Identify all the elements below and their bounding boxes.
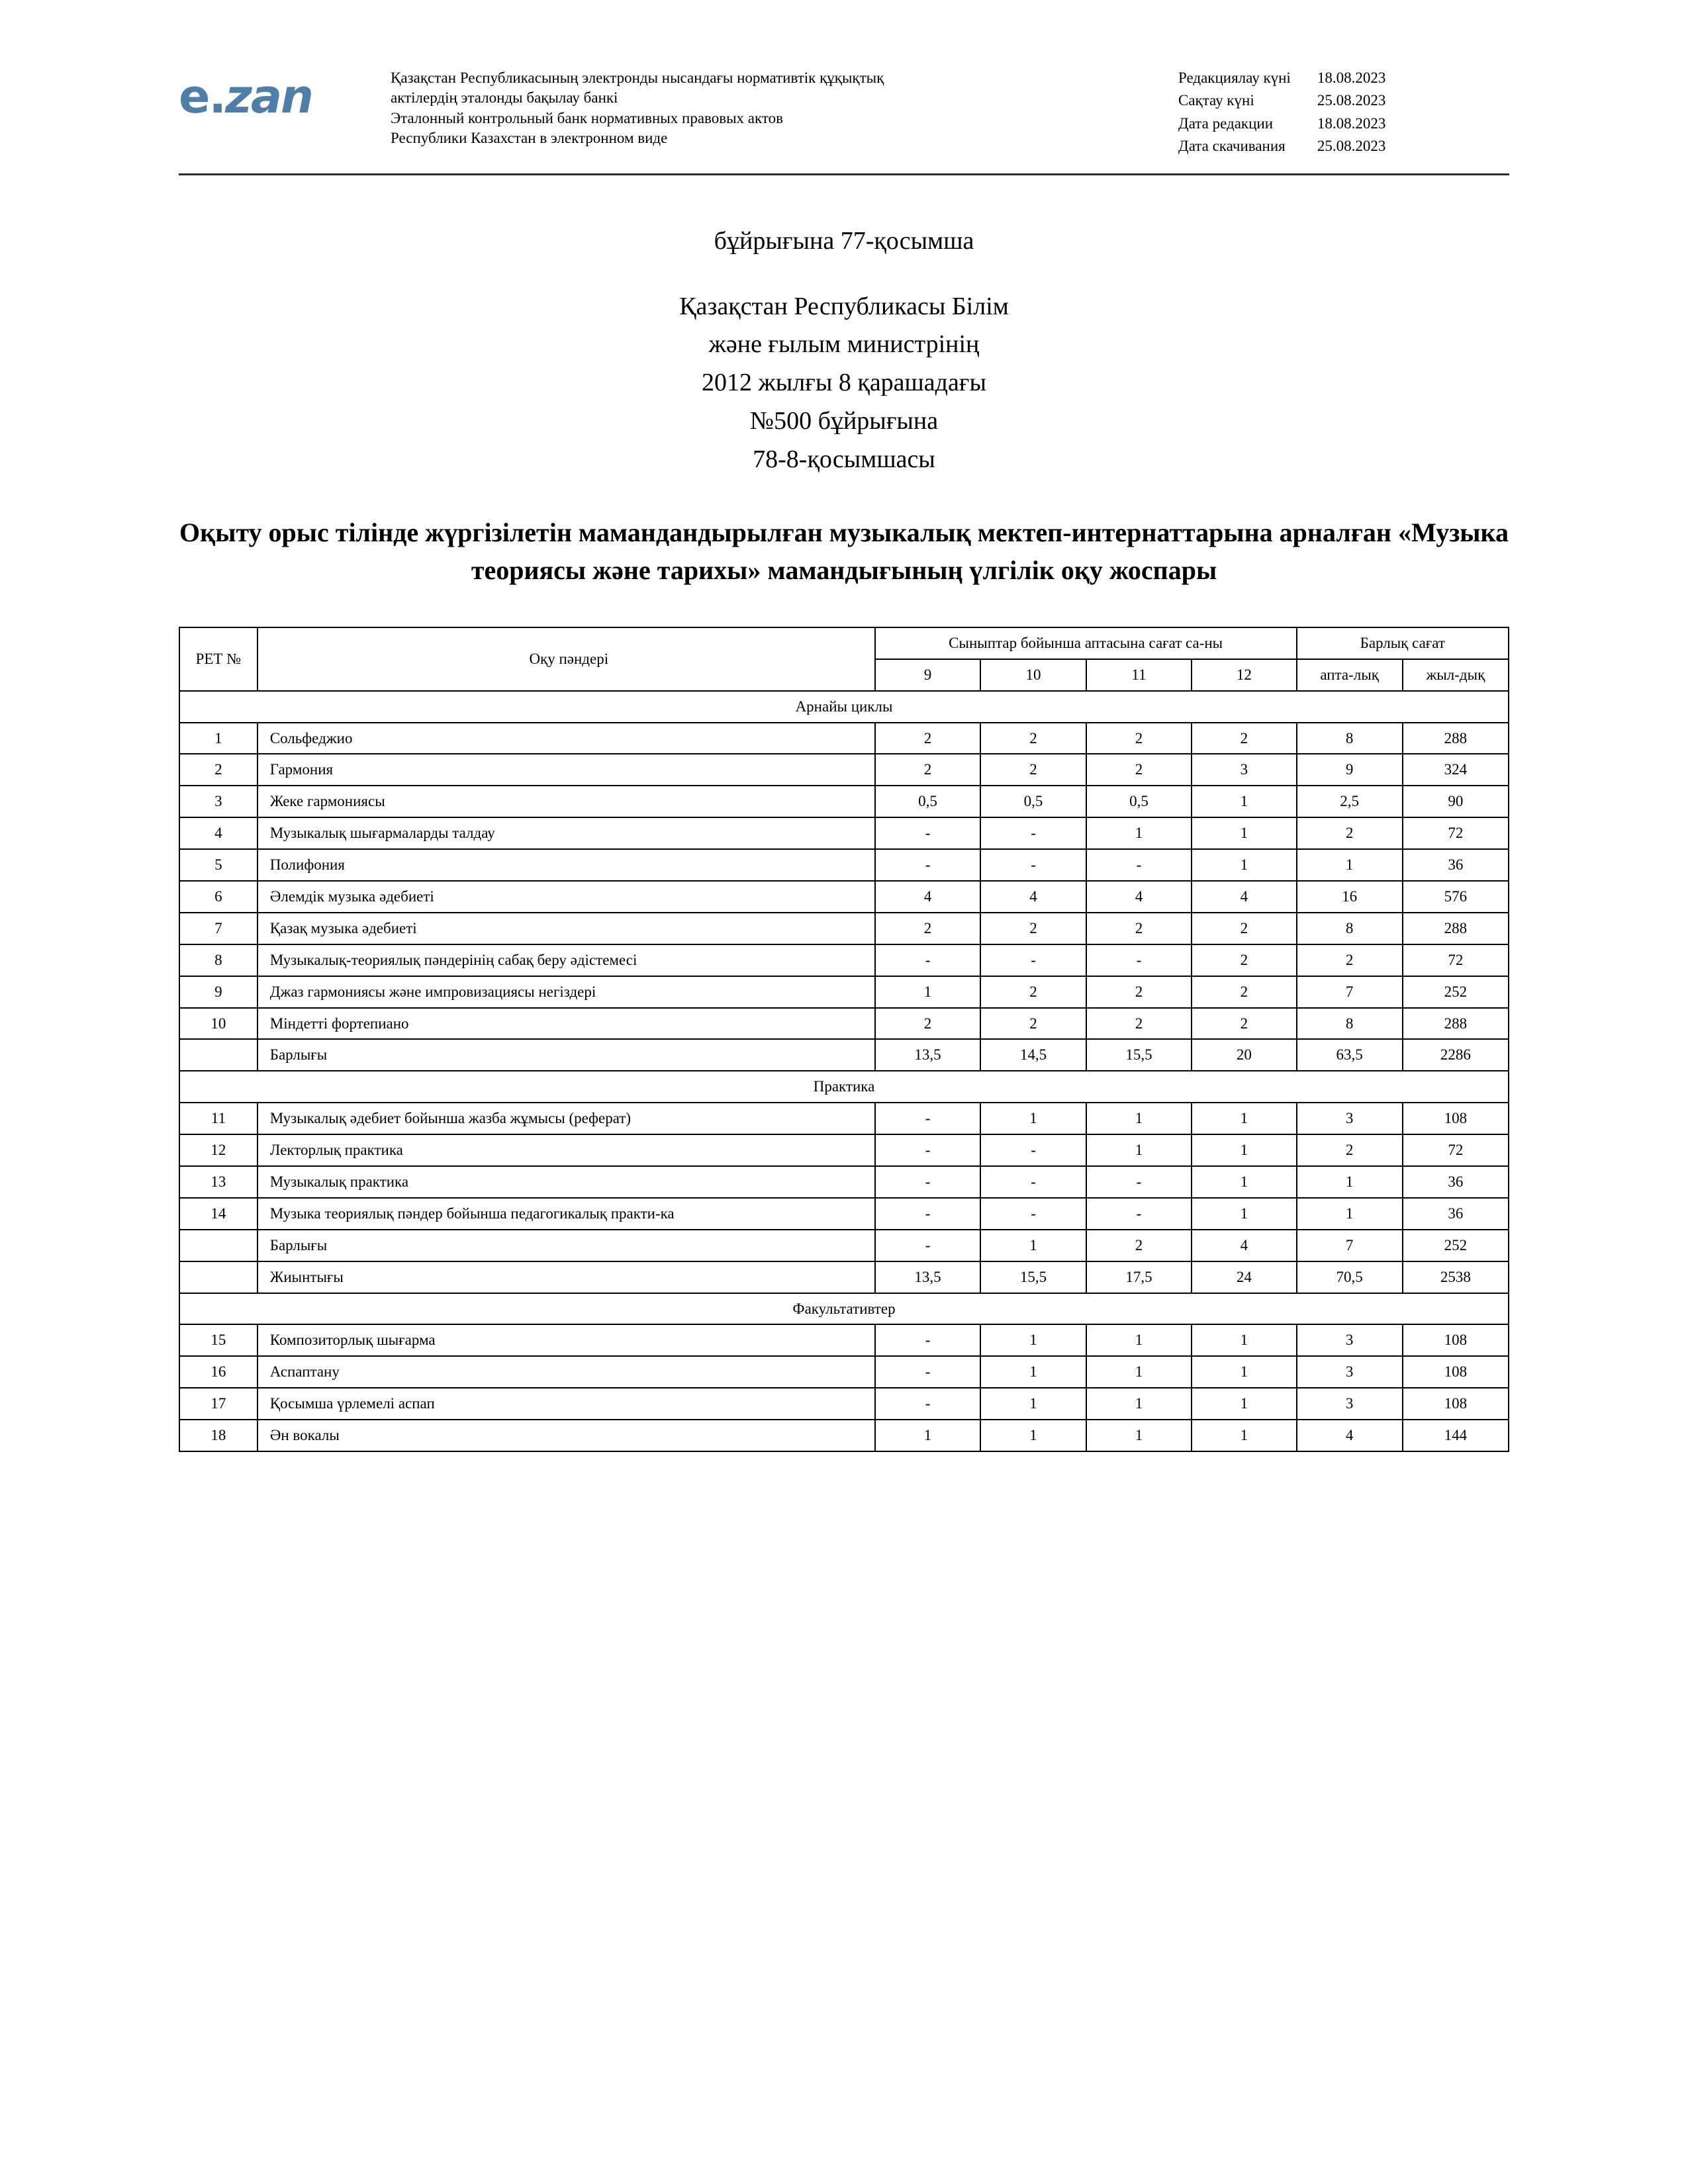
row-number: 16 xyxy=(179,1356,258,1388)
header-line-2: актілердің эталонды бақылау банкі xyxy=(391,89,618,107)
col-header-total-group: Барлық сағат xyxy=(1297,627,1509,659)
meta-label-3: Дата скачивания xyxy=(1178,138,1286,155)
row-subject: Полифония xyxy=(258,849,875,881)
order-reference xyxy=(179,288,1509,479)
row-grade-10: - xyxy=(980,1134,1086,1166)
row-grade-11: 2 xyxy=(1086,1008,1192,1040)
row-yearly-total: 72 xyxy=(1403,944,1509,976)
row-weekly-total: 7 xyxy=(1297,976,1403,1008)
row-yearly-total: 288 xyxy=(1403,913,1509,944)
table-row xyxy=(179,1103,1509,1134)
row-yearly-total: 108 xyxy=(1403,1356,1509,1388)
row-subject: Барлығы xyxy=(258,1039,875,1071)
row-number: 6 xyxy=(179,881,258,913)
ezan-logo xyxy=(179,63,377,124)
row-grade-12: 1 xyxy=(1192,817,1296,849)
table-row xyxy=(179,1166,1509,1198)
table-row xyxy=(179,786,1509,817)
row-yearly-total: 252 xyxy=(1403,976,1509,1008)
page-header xyxy=(0,0,1688,159)
logo-e: e xyxy=(179,69,209,124)
row-grade-9: - xyxy=(875,1134,980,1166)
row-grade-11: 2 xyxy=(1086,913,1192,944)
row-yearly-total: 36 xyxy=(1403,1166,1509,1198)
row-grade-10: 2 xyxy=(980,913,1086,944)
row-grade-9: - xyxy=(875,944,980,976)
row-grade-11: 15,5 xyxy=(1086,1039,1192,1071)
row-grade-9: - xyxy=(875,1198,980,1230)
row-grade-12: 1 xyxy=(1192,1420,1296,1451)
logo-dot: . xyxy=(209,69,226,124)
table-row xyxy=(179,881,1509,913)
table-row xyxy=(179,1388,1509,1420)
row-yearly-total: 36 xyxy=(1403,1198,1509,1230)
row-grade-10: 2 xyxy=(980,723,1086,754)
order-line-0: Қазақстан Республикасы Білім xyxy=(679,292,1009,320)
row-subject: Гармония xyxy=(258,754,875,786)
row-weekly-total: 3 xyxy=(1297,1388,1403,1420)
row-grade-11: 2 xyxy=(1086,976,1192,1008)
row-grade-9: 1 xyxy=(875,1420,980,1451)
row-subject: Музыкалық практика xyxy=(258,1166,875,1198)
header-divider xyxy=(179,173,1509,175)
row-subject: Әлемдік музыка әдебиеті xyxy=(258,881,875,913)
table-row xyxy=(179,1324,1509,1356)
section-title-electives: Факультативтер xyxy=(179,1293,1509,1325)
table-row-total xyxy=(179,1039,1509,1071)
header-meta-row xyxy=(1178,68,1385,91)
row-grade-12: 20 xyxy=(1192,1039,1296,1071)
row-yearly-total: 288 xyxy=(1403,1008,1509,1040)
row-grade-9: 2 xyxy=(875,913,980,944)
row-weekly-total: 4 xyxy=(1297,1420,1403,1451)
col-header-weekly-total: апта-лық xyxy=(1297,659,1403,691)
row-grade-9: - xyxy=(875,1230,980,1261)
row-grade-12: 24 xyxy=(1192,1261,1296,1293)
document-body xyxy=(0,223,1688,1452)
row-weekly-total: 8 xyxy=(1297,723,1403,754)
row-number: 3 xyxy=(179,786,258,817)
row-grade-11: 1 xyxy=(1086,1134,1192,1166)
table-row xyxy=(179,817,1509,849)
header-meta-row xyxy=(1178,114,1385,136)
row-grade-9: - xyxy=(875,817,980,849)
row-number: 2 xyxy=(179,754,258,786)
row-subject: Жиынтығы xyxy=(258,1261,875,1293)
section-title-practice: Практика xyxy=(179,1071,1509,1103)
row-grade-12: 1 xyxy=(1192,849,1296,881)
row-grade-11: - xyxy=(1086,849,1192,881)
row-grade-10: - xyxy=(980,817,1086,849)
row-weekly-total: 3 xyxy=(1297,1356,1403,1388)
row-number: 15 xyxy=(179,1324,258,1356)
header-meta-row xyxy=(1178,136,1385,159)
row-grade-10: 2 xyxy=(980,1008,1086,1040)
table-row xyxy=(179,1420,1509,1451)
row-yearly-total: 2538 xyxy=(1403,1261,1509,1293)
row-weekly-total: 2 xyxy=(1297,1134,1403,1166)
row-grade-12: 1 xyxy=(1192,1134,1296,1166)
table-header-row xyxy=(179,627,1509,659)
row-weekly-total: 9 xyxy=(1297,754,1403,786)
header-meta-row xyxy=(1178,91,1385,113)
row-weekly-total: 3 xyxy=(1297,1103,1403,1134)
row-yearly-total: 72 xyxy=(1403,1134,1509,1166)
row-grade-9: - xyxy=(875,1324,980,1356)
row-number: 9 xyxy=(179,976,258,1008)
row-number: 12 xyxy=(179,1134,258,1166)
row-number: 7 xyxy=(179,913,258,944)
row-yearly-total: 36 xyxy=(1403,849,1509,881)
row-grade-11: 1 xyxy=(1086,1356,1192,1388)
row-grade-9: 2 xyxy=(875,1008,980,1040)
row-grade-11: - xyxy=(1086,1166,1192,1198)
header-line-3: Эталонный контрольный банк нормативных правовых актов xyxy=(391,109,783,126)
meta-label-0: Редакциялау күні xyxy=(1178,69,1291,86)
row-subject: Аспаптану xyxy=(258,1356,875,1388)
row-number: 14 xyxy=(179,1198,258,1230)
col-header-grade-9: 9 xyxy=(875,659,980,691)
row-grade-9: 4 xyxy=(875,881,980,913)
header-description xyxy=(377,63,1178,148)
col-header-grade-10: 10 xyxy=(980,659,1086,691)
row-grade-10: - xyxy=(980,944,1086,976)
row-weekly-total: 1 xyxy=(1297,1198,1403,1230)
order-line-3: №500 бұйрығына xyxy=(749,406,939,435)
row-grade-12: 1 xyxy=(1192,1356,1296,1388)
col-header-yearly-total: жыл-дық xyxy=(1403,659,1509,691)
row-subject: Ән вокалы xyxy=(258,1420,875,1451)
row-subject: Джаз гармониясы және импровизациясы негіздері xyxy=(258,976,875,1008)
row-grade-11: 1 xyxy=(1086,817,1192,849)
row-subject: Сольфеджио xyxy=(258,723,875,754)
row-subject: Музыка теориялық пәндер бойынша педагогикалық практи-ка xyxy=(258,1198,875,1230)
row-yearly-total: 2286 xyxy=(1403,1039,1509,1071)
row-weekly-total: 8 xyxy=(1297,913,1403,944)
row-grade-10: 0,5 xyxy=(980,786,1086,817)
row-yearly-total: 72 xyxy=(1403,817,1509,849)
row-grade-12: 1 xyxy=(1192,1103,1296,1134)
table-section-row xyxy=(179,691,1509,723)
appendix-line: бұйрығына 77-қосымша xyxy=(714,227,974,255)
row-grade-11: 17,5 xyxy=(1086,1261,1192,1293)
row-grade-9: 2 xyxy=(875,723,980,754)
header-line-1: Қазақстан Республикасының электронды нысандағы нормативтік құқықтық xyxy=(391,69,884,86)
col-header-weekly-group: Сыныптар бойынша аптасына сағат са-ны xyxy=(875,627,1297,659)
header-line-4: Республики Казахстан в электронном виде xyxy=(391,130,668,147)
table-row xyxy=(179,1356,1509,1388)
row-number: 10 xyxy=(179,1008,258,1040)
row-subject: Барлығы xyxy=(258,1230,875,1261)
table-row xyxy=(179,849,1509,881)
row-grade-12: 4 xyxy=(1192,1230,1296,1261)
row-grade-12: 4 xyxy=(1192,881,1296,913)
row-grade-11: 4 xyxy=(1086,881,1192,913)
col-header-grade-11: 11 xyxy=(1086,659,1192,691)
order-line-4: 78-8-қосымшасы xyxy=(753,445,935,473)
row-subject: Музыкалық шығармаларды талдау xyxy=(258,817,875,849)
row-weekly-total: 16 xyxy=(1297,881,1403,913)
row-grade-9: - xyxy=(875,1103,980,1134)
row-grade-10: 1 xyxy=(980,1324,1086,1356)
row-grade-9: - xyxy=(875,849,980,881)
row-yearly-total: 576 xyxy=(1403,881,1509,913)
page-title: Оқыту орыс тілінде жүргізілетін мамандандырылған музыкалық мектеп-интернаттарына арналған «Музыка теориясы және тарихы» мамандығының үлгілік оқу жоспары xyxy=(179,518,1509,586)
table-row xyxy=(179,976,1509,1008)
row-weekly-total: 3 xyxy=(1297,1324,1403,1356)
meta-value-3: 25.08.2023 xyxy=(1317,138,1386,155)
meta-label-2: Дата редакции xyxy=(1178,114,1274,132)
row-subject: Жеке гармониясы xyxy=(258,786,875,817)
row-weekly-total: 1 xyxy=(1297,849,1403,881)
row-grade-9: 0,5 xyxy=(875,786,980,817)
table-row xyxy=(179,754,1509,786)
table-row xyxy=(179,1008,1509,1040)
row-grade-9: 1 xyxy=(875,976,980,1008)
meta-value-1: 25.08.2023 xyxy=(1317,92,1386,109)
row-subject: Лекторлық практика xyxy=(258,1134,875,1166)
row-grade-10: 15,5 xyxy=(980,1261,1086,1293)
row-grade-12: 3 xyxy=(1192,754,1296,786)
section-title-special-cycle: Арнайы циклы xyxy=(179,691,1509,723)
row-weekly-total: 7 xyxy=(1297,1230,1403,1261)
row-grade-10: 1 xyxy=(980,1356,1086,1388)
row-grade-10: 2 xyxy=(980,976,1086,1008)
row-number: 1 xyxy=(179,723,258,754)
table-head xyxy=(179,627,1509,691)
row-number: 13 xyxy=(179,1166,258,1198)
row-grade-11: 1 xyxy=(1086,1103,1192,1134)
row-yearly-total: 252 xyxy=(1403,1230,1509,1261)
table-body xyxy=(179,691,1509,1451)
row-grade-11: - xyxy=(1086,944,1192,976)
row-weekly-total: 70,5 xyxy=(1297,1261,1403,1293)
row-grade-12: 2 xyxy=(1192,976,1296,1008)
curriculum-table xyxy=(179,627,1509,1452)
col-header-grade-12: 12 xyxy=(1192,659,1296,691)
row-grade-9: 2 xyxy=(875,754,980,786)
row-grade-12: 2 xyxy=(1192,723,1296,754)
row-subject: Қосымша үрлемелі аспап xyxy=(258,1388,875,1420)
row-subject: Музыкалық-теориялық пәндерінің сабақ беру әдістемесі xyxy=(258,944,875,976)
row-subject: Қазақ музыка әдебиеті xyxy=(258,913,875,944)
row-grade-10: 1 xyxy=(980,1230,1086,1261)
row-grade-10: 14,5 xyxy=(980,1039,1086,1071)
row-yearly-total: 108 xyxy=(1403,1103,1509,1134)
row-grade-12: 1 xyxy=(1192,1166,1296,1198)
table-row xyxy=(179,913,1509,944)
row-grade-11: 0,5 xyxy=(1086,786,1192,817)
row-grade-9: - xyxy=(875,1388,980,1420)
row-grade-11: 2 xyxy=(1086,754,1192,786)
row-number: 8 xyxy=(179,944,258,976)
row-grade-10: - xyxy=(980,1198,1086,1230)
table-row-grand-total xyxy=(179,1261,1509,1293)
row-weekly-total: 2 xyxy=(1297,944,1403,976)
row-number: 18 xyxy=(179,1420,258,1451)
row-yearly-total: 144 xyxy=(1403,1420,1509,1451)
row-weekly-total: 8 xyxy=(1297,1008,1403,1040)
row-grade-9: 13,5 xyxy=(875,1261,980,1293)
table-row-total xyxy=(179,1230,1509,1261)
row-number xyxy=(179,1039,258,1071)
row-subject: Міндетті фортепиано xyxy=(258,1008,875,1040)
table-section-row xyxy=(179,1071,1509,1103)
order-line-2: 2012 жылғы 8 қарашадағы xyxy=(701,369,986,397)
row-grade-10: 4 xyxy=(980,881,1086,913)
row-weekly-total: 2,5 xyxy=(1297,786,1403,817)
row-grade-11: 1 xyxy=(1086,1388,1192,1420)
row-grade-11: 1 xyxy=(1086,1324,1192,1356)
table-row xyxy=(179,1134,1509,1166)
row-grade-11: 2 xyxy=(1086,723,1192,754)
row-grade-11: - xyxy=(1086,1198,1192,1230)
row-subject: Музыкалық әдебиет бойынша жазба жұмысы (реферат) xyxy=(258,1103,875,1134)
meta-value-0: 18.08.2023 xyxy=(1317,69,1386,86)
logo-zan: zan xyxy=(225,69,312,124)
row-yearly-total: 90 xyxy=(1403,786,1509,817)
table-row xyxy=(179,944,1509,976)
row-grade-10: 2 xyxy=(980,754,1086,786)
header-meta xyxy=(1178,63,1509,159)
table-section-row xyxy=(179,1293,1509,1325)
row-grade-9: 13,5 xyxy=(875,1039,980,1071)
row-weekly-total: 2 xyxy=(1297,817,1403,849)
row-grade-10: - xyxy=(980,1166,1086,1198)
table-row xyxy=(179,1198,1509,1230)
row-number: 4 xyxy=(179,817,258,849)
row-number xyxy=(179,1230,258,1261)
row-yearly-total: 324 xyxy=(1403,754,1509,786)
row-grade-9: - xyxy=(875,1356,980,1388)
row-grade-10: - xyxy=(980,849,1086,881)
row-number: 17 xyxy=(179,1388,258,1420)
row-grade-12: 1 xyxy=(1192,786,1296,817)
row-number: 11 xyxy=(179,1103,258,1134)
col-header-number: РЕТ № xyxy=(179,627,258,691)
row-yearly-total: 288 xyxy=(1403,723,1509,754)
row-yearly-total: 108 xyxy=(1403,1388,1509,1420)
col-header-subject: Оқу пәндері xyxy=(258,627,875,691)
row-number xyxy=(179,1261,258,1293)
row-grade-12: 1 xyxy=(1192,1198,1296,1230)
header-meta-table xyxy=(1178,68,1385,159)
row-yearly-total: 108 xyxy=(1403,1324,1509,1356)
row-subject: Композиторлық шығарма xyxy=(258,1324,875,1356)
row-grade-12: 2 xyxy=(1192,913,1296,944)
table-row xyxy=(179,723,1509,754)
meta-label-1: Сақтау күні xyxy=(1178,92,1254,109)
order-line-1: және ғылым министрінің xyxy=(708,330,980,359)
row-grade-11: 1 xyxy=(1086,1420,1192,1451)
row-weekly-total: 63,5 xyxy=(1297,1039,1403,1071)
row-weekly-total: 1 xyxy=(1297,1166,1403,1198)
row-grade-12: 1 xyxy=(1192,1388,1296,1420)
row-number: 5 xyxy=(179,849,258,881)
row-grade-10: 1 xyxy=(980,1420,1086,1451)
row-grade-10: 1 xyxy=(980,1103,1086,1134)
row-grade-12: 2 xyxy=(1192,1008,1296,1040)
row-grade-12: 2 xyxy=(1192,944,1296,976)
row-grade-10: 1 xyxy=(980,1388,1086,1420)
row-grade-12: 1 xyxy=(1192,1324,1296,1356)
row-grade-11: 2 xyxy=(1086,1230,1192,1261)
row-grade-9: - xyxy=(875,1166,980,1198)
meta-value-2: 18.08.2023 xyxy=(1317,114,1386,132)
